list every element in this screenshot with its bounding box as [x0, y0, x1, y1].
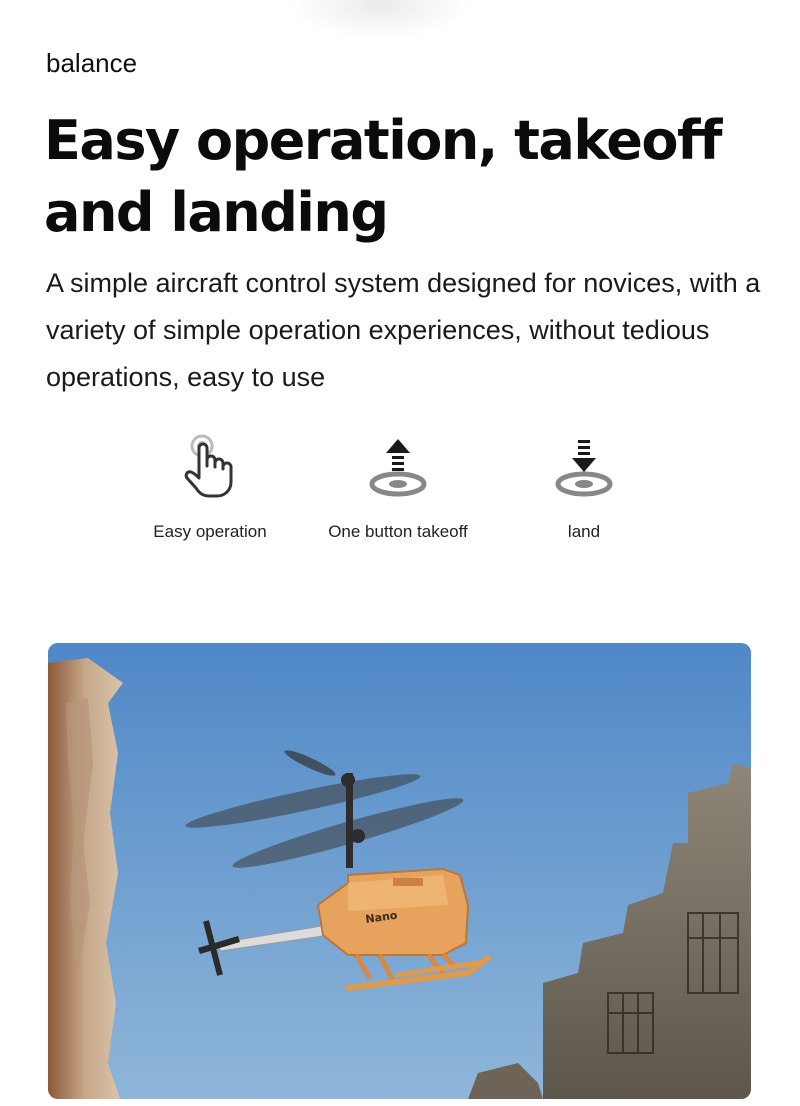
landing-arrow-icon — [549, 430, 619, 500]
feature-row — [0, 430, 800, 560]
top-shadow-decoration — [290, 0, 470, 40]
takeoff-arrow-icon — [363, 430, 433, 500]
feature-label: One button takeoff — [328, 522, 468, 541]
helicopter-logo-text: Nano — [364, 908, 399, 926]
feature-easy-operation — [110, 430, 310, 542]
feature-one-button-takeoff — [298, 430, 498, 542]
helicopter-flight-scene — [48, 643, 751, 1099]
tap-hand-icon — [175, 430, 245, 500]
product-photo — [48, 643, 751, 1099]
page-headline: Easy operation, takeoff and landing — [44, 109, 722, 244]
section-kicker: balance — [46, 48, 138, 78]
feature-label: land — [567, 522, 601, 541]
feature-label: Easy operation — [153, 522, 267, 541]
description-text: A simple aircraft control system designed for novices, with a variety of simple operation experiences, without tedious operations, easy to use — [46, 268, 761, 392]
feature-land — [484, 430, 684, 542]
